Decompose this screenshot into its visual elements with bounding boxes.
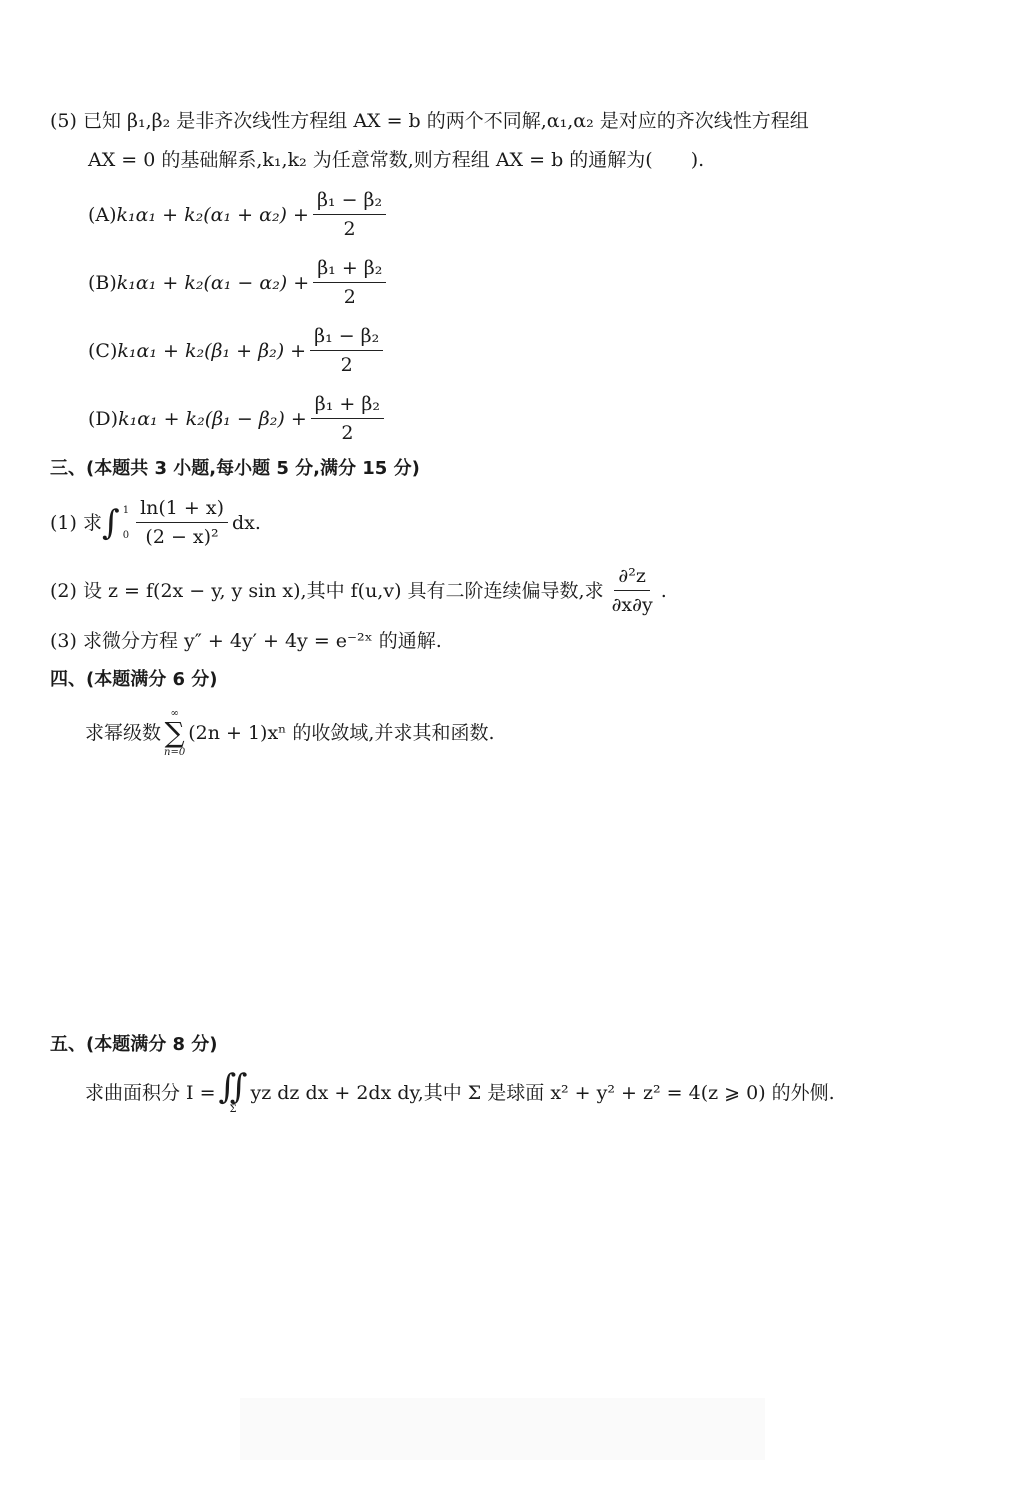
numerator: ∂²z [614, 564, 649, 591]
option-expression: k₁α₁ + k₂(β₁ − β₂) + [118, 407, 307, 430]
section-3-heading: 三、(本题共 3 小题,每小题 5 分,满分 15 分) [50, 458, 420, 479]
section-4-heading: 四、(本题满分 6 分) [50, 669, 218, 690]
option-c [88, 324, 387, 377]
denominator: ∂x∂y [611, 594, 653, 616]
upper-limit: 1 [122, 504, 130, 516]
sum-sign: ∑ [164, 716, 185, 749]
option-label: (A) [88, 203, 117, 226]
problem-prefix: 求幂级数 [85, 722, 162, 744]
fraction [313, 256, 386, 309]
problem-3-1 [50, 496, 261, 549]
problem-5 [85, 1067, 835, 1115]
problem-3-2 [50, 564, 667, 617]
fraction [311, 392, 384, 445]
problem-suffix: dx. [232, 511, 261, 534]
question-5-line-1: (5) 已知 β₁,β₂ 是非齐次线性方程组 AX = b 的两个不同解,α₁,α₂ 是对应的齐次线性方程组 [50, 110, 809, 132]
option-expression: k₁α₁ + k₂(α₁ + α₂) + [116, 203, 309, 226]
fraction [310, 324, 383, 377]
fraction [136, 496, 228, 549]
problem-prefix: 求曲面积分 I = [85, 1081, 216, 1104]
numerator: β₁ + β₂ [313, 256, 386, 283]
problem-suffix: (2n + 1)xⁿ 的收敛域,并求其和函数. [188, 722, 495, 744]
option-d [88, 392, 388, 445]
fraction [608, 564, 657, 617]
option-label: (B) [88, 271, 117, 294]
question-5-line-2: AX = 0 的基础解系,k₁,k₂ 为任意常数,则方程组 AX = b 的通解为( ). [88, 149, 705, 171]
option-expression: k₁α₁ + k₂(α₁ − α₂) + [116, 271, 310, 294]
denominator: 2 [343, 218, 356, 240]
upper-limit: ∞ [170, 708, 179, 719]
numerator: β₁ + β₂ [311, 392, 384, 419]
integral-sign: ∫ [101, 502, 120, 543]
problem-4 [85, 708, 495, 758]
option-expression: k₁α₁ + k₂(β₁ + β₂) + [117, 339, 307, 362]
scan-smudge [240, 1398, 765, 1460]
lower-limit: n=0 [164, 747, 186, 758]
denominator: 2 [341, 422, 354, 444]
lower-limit: 0 [122, 529, 130, 541]
numerator: ln(1 + x) [136, 496, 228, 523]
double-integral-sign: ∬ [218, 1067, 248, 1107]
sum [164, 708, 185, 758]
denominator: 2 [343, 286, 356, 308]
problem-3-3: (3) 求微分方程 y″ + 4y′ + 4y = e⁻²ˣ 的通解. [50, 630, 442, 652]
problem-prefix: (1) 求 [50, 511, 102, 534]
option-label: (C) [88, 339, 118, 362]
denominator: 2 [340, 354, 353, 376]
option-label: (D) [88, 407, 119, 430]
numerator: β₁ − β₂ [310, 324, 383, 351]
option-b [88, 256, 390, 309]
problem-text: (2) 设 z = f(2x − y, y sin x),其中 f(u,v) 具有二阶连续偏导数,求 [50, 579, 604, 602]
numerator: β₁ − β₂ [313, 188, 386, 215]
fraction [313, 188, 386, 241]
problem-suffix: yz dz dx + 2dx dy,其中 Σ 是球面 x² + y² + z² = 4(z ⩾ 0) 的外侧. [250, 1081, 835, 1104]
problem-suffix: . [660, 579, 667, 602]
lower-limit: Σ [229, 1104, 237, 1115]
surface-integral [218, 1067, 248, 1115]
section-5-heading: 五、(本题满分 8 分) [50, 1034, 218, 1055]
denominator: (2 − x)² [145, 526, 219, 548]
option-a [88, 188, 390, 241]
integral-limits [123, 505, 129, 541]
